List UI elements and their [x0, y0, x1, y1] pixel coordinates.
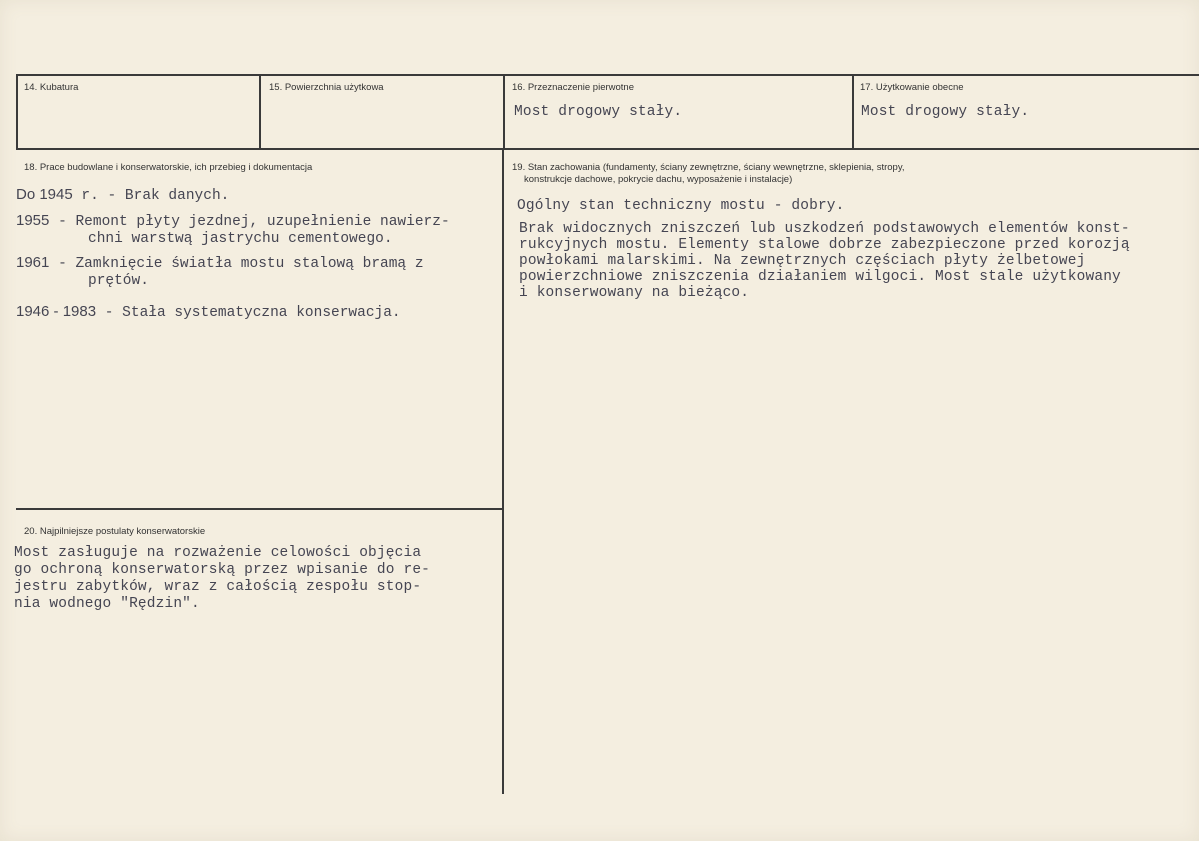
- divider-15-16: [503, 74, 505, 150]
- field-17-label: 17. Użytkowanie obecne: [860, 82, 964, 93]
- works-entry-year: Do 1945: [16, 186, 73, 203]
- postulate-line: go ochroną konserwatorską przez wpisanie do re-: [14, 562, 431, 578]
- top-border-line: [16, 74, 1199, 76]
- condition-line: powierzchniowe zniszczenia działaniem wilgoci. Most stale użytkowany: [519, 269, 1121, 285]
- field-15-label: 15. Powierzchnia użytkowa: [269, 82, 384, 93]
- works-entry: [16, 254, 424, 290]
- left-border-line: [16, 74, 18, 150]
- field-20-label: 20. Najpilniejsze postulaty konserwatorskie: [24, 526, 206, 537]
- field-16-label: 16. Przeznaczenie pierwotne: [512, 82, 634, 93]
- works-entry-year: 1955: [16, 212, 50, 229]
- field-17-value: Most drogowy stały.: [861, 104, 1030, 120]
- works-entry: [16, 212, 450, 248]
- postulate-line: nia wodnego "Rędzin".: [14, 596, 200, 612]
- works-entry-text: - Stała systematyczna konserwacja.: [96, 305, 401, 321]
- condition-line: Brak widocznych zniszczeń lub uszkodzeń podstawowych elementów konst-: [519, 221, 1130, 237]
- field-16-value: Most drogowy stały.: [514, 104, 683, 120]
- works-entry-text: - Remont płyty jezdnej, uzupełnienie nawierz-: [49, 214, 450, 230]
- works-entry-text: r. - Brak danych.: [72, 188, 230, 204]
- field-14-label: 14. Kubatura: [24, 82, 79, 93]
- condition-line: powłokami malarskimi. Na zewnętrznych częściach płyty żelbetowej: [519, 253, 1086, 269]
- condition-line: Ogólny stan techniczny mostu - dobry.: [517, 198, 845, 214]
- field-19-label-line2: konstrukcje dachowe, pokrycie dachu, wyposażenie i instalacje): [524, 174, 793, 185]
- works-entry-year: 1961: [16, 254, 50, 271]
- works-entry-year: 1946 - 1983: [16, 303, 97, 320]
- main-column-divider: [502, 148, 504, 794]
- row1-bottom-line: [16, 148, 1199, 150]
- divider-14-15: [259, 74, 261, 150]
- works-entry: [16, 186, 229, 205]
- postulate-line: Most zasługuje na rozważenie celowości objęcia: [14, 545, 422, 561]
- condition-line: i konserwowany na bieżąco.: [519, 285, 750, 301]
- works-entry-text: - Zamknięcie światła mostu stalową bramą z: [49, 256, 424, 272]
- field-19-label-line1: 19. Stan zachowania (fundamenty, ściany zewnętrzne, ściany wewnętrzne, sklepienia, stropy,: [512, 162, 905, 173]
- works-entry-continuation: prętów.: [88, 273, 149, 289]
- condition-line: rukcyjnych mostu. Elementy stalowe dobrze zabezpieczone przed korozją: [519, 237, 1130, 253]
- divider-16-17: [852, 74, 854, 150]
- works-entry-continuation: chni warstwą jastrychu cementowego.: [88, 231, 393, 247]
- section-20-top-line: [16, 508, 503, 510]
- field-18-label: 18. Prace budowlane i konserwatorskie, ich przebieg i dokumentacja: [24, 162, 313, 173]
- works-entry: [16, 303, 401, 322]
- postulate-line: jestru zabytków, wraz z całością zespołu stop-: [14, 579, 422, 595]
